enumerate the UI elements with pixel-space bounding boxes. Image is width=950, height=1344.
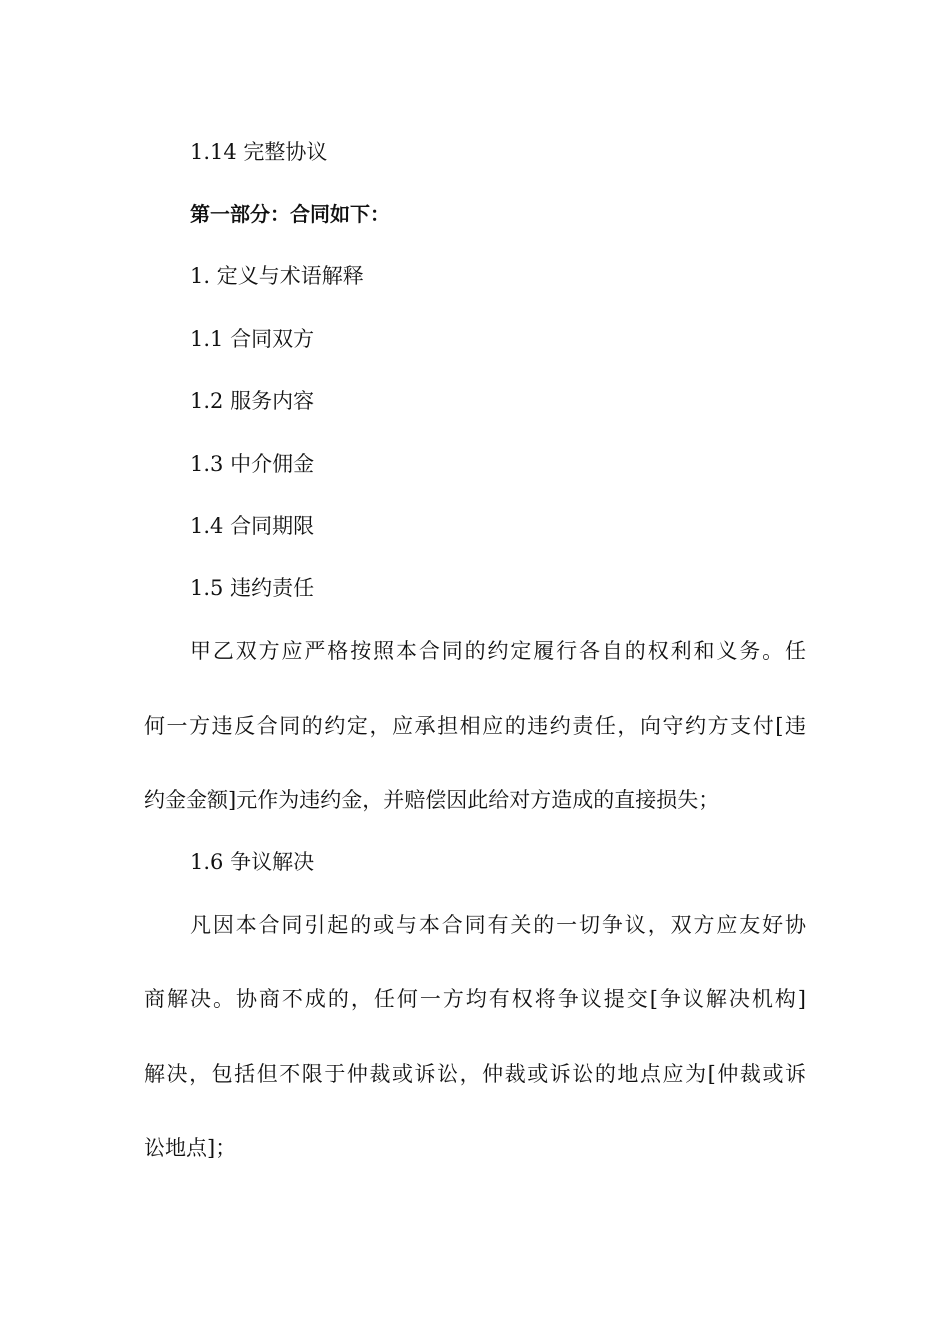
section-heading-1-6: 1.6 争议解决: [190, 850, 315, 874]
paragraph-line: 何一方违反合同的约定，应承担相应的违约责任，向守约方支付[违: [144, 714, 806, 738]
section-heading-1-3: 1.3 中介佣金: [190, 452, 315, 476]
paragraph-line: 解决，包括但不限于仲裁或诉讼，仲裁或诉讼的地点应为[仲裁或诉: [144, 1062, 806, 1086]
section-heading-1-4: 1.4 合同期限: [190, 514, 315, 538]
paragraph-line: 甲乙双方应严格按照本合同的约定履行各自的权利和义务。任: [190, 639, 806, 663]
paragraph-line: 凡因本合同引起的或与本合同有关的一切争议，双方应友好协: [190, 913, 806, 937]
section-heading-1: 1. 定义与术语解释: [190, 264, 364, 288]
paragraph-line: 讼地点]；: [144, 1136, 237, 1160]
section-heading-1-1: 1.1 合同双方: [190, 327, 315, 351]
section-heading-1-14: 1.14 完整协议: [190, 140, 328, 164]
section-heading-1-5: 1.5 违约责任: [190, 576, 315, 600]
part-heading: 第一部分：合同如下：: [190, 202, 390, 226]
paragraph-line: 商解决。协商不成的，任何一方均有权将争议提交[争议解决机构]: [144, 987, 806, 1011]
section-heading-1-2: 1.2 服务内容: [190, 389, 315, 413]
paragraph-line: 约金金额]元作为违约金，并赔偿因此给对方造成的直接损失；: [144, 788, 720, 812]
